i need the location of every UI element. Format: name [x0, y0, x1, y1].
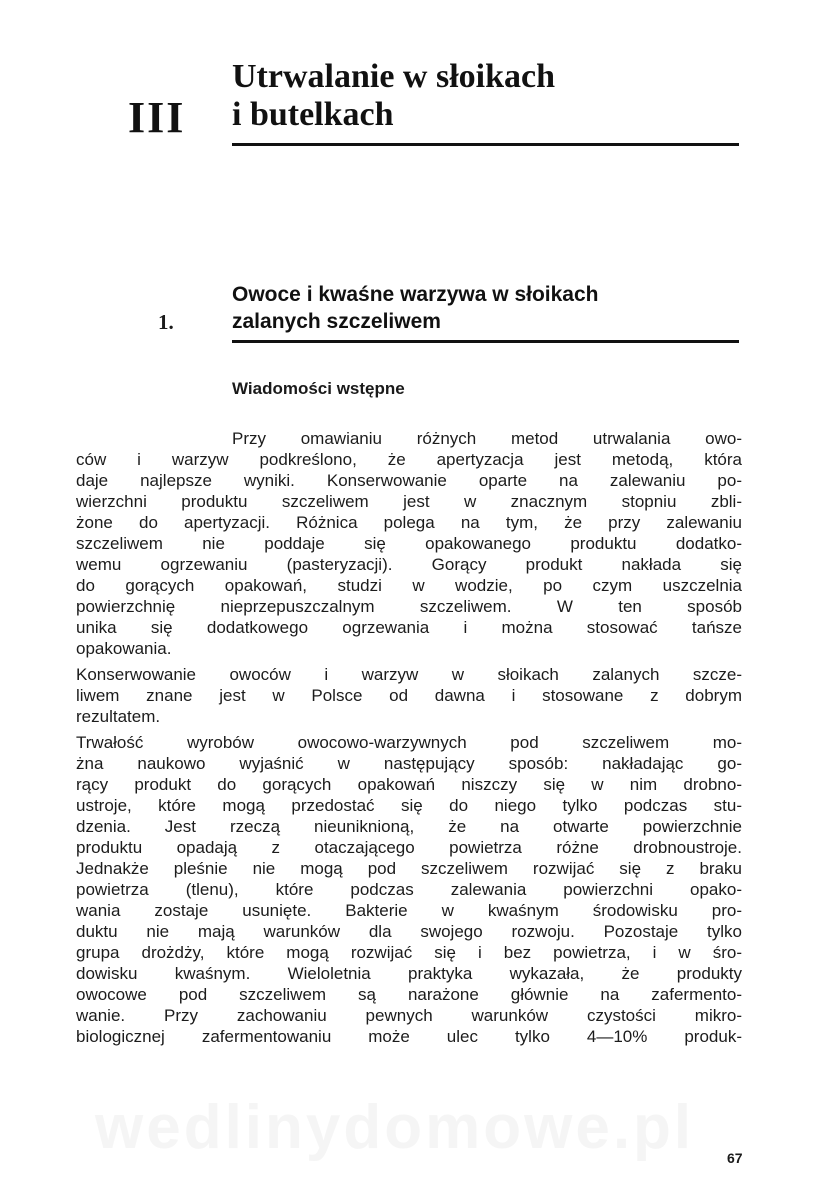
text-line: wania zostaje usunięte. Bakterie w kwaśnym środowisku pro-	[76, 901, 742, 920]
text-line: żna naukowo wyjaśnić w następujący sposób: nakładając go-	[76, 754, 742, 773]
text-line: Konserwowanie owoców i warzyw w słoikach zalanych szcze-	[76, 665, 742, 684]
paragraph	[76, 428, 742, 659]
text-line: ustroje, które mogą przedostać się do niego tylko podczas stu-	[76, 796, 742, 815]
text-line: wemu ogrzewaniu (pasteryzacji). Gorący produkt nakłada się	[76, 555, 742, 574]
section-number: 1.	[158, 310, 174, 334]
text-line: powietrza (tlenu), które podczas zalewania powierzchni opako-	[76, 880, 742, 899]
chapter-number: III	[128, 93, 186, 142]
text-line: Trwałość wyrobów owocowo-warzywnych pod szczeliwem mo-	[76, 733, 742, 752]
text-line: liwem znane jest w Polsce od dawna i stosowane z dobrym	[76, 686, 742, 705]
text-line: rący produkt do gorących opakowań niszczy się w nim drobno-	[76, 775, 742, 794]
paragraph	[76, 732, 742, 1047]
text-line: Jednakże pleśnie nie mogą pod szczeliwem rozwijać się z braku	[76, 859, 742, 878]
text-line: duktu nie mają warunków dla swojego rozwoju. Pozostaje tylko	[76, 922, 742, 941]
chapter-title-line: i butelkach	[232, 96, 394, 133]
body-text	[76, 428, 742, 1047]
text-line: opakowania.	[76, 639, 172, 658]
chapter-title-line: Utrwalanie w słoikach	[232, 58, 555, 95]
text-line: dowisku kwaśnym. Wieloletnia praktyka wykazała, że produkty	[76, 964, 742, 983]
text-line: grupa drożdży, które mogą rozwijać się i bez powietrza, i w śro-	[76, 943, 742, 962]
text-line: powierzchnię nieprzepuszczalnym szczeliwem. W ten sposób	[76, 597, 742, 616]
text-line: Przy omawianiu różnych metod utrwalania owo-	[232, 429, 742, 448]
text-line: szczeliwem nie poddaje się opakowanego produktu dodatko-	[76, 534, 742, 553]
section-title-line: Owoce i kwaśne warzywa w słoikach	[232, 283, 599, 306]
section-rule	[232, 340, 739, 343]
chapter-rule	[232, 143, 739, 146]
text-line: wierzchni produktu szczeliwem jest w znacznym stopniu zbli-	[76, 492, 742, 511]
text-line: daje najlepsze wyniki. Konserwowanie oparte na zalewaniu po-	[76, 471, 742, 490]
subsection-heading: Wiadomości wstępne	[232, 379, 405, 398]
text-line: unika się dodatkowego ogrzewania i można stosować tańsze	[76, 618, 742, 637]
text-line: dzenia. Jest rzeczą nieuniknioną, że na otwarte powierzchnie	[76, 817, 742, 836]
text-line: do gorących opakowań, studzi w wodzie, po czym uszczelnia	[76, 576, 742, 595]
watermark: wedlinydomowe.pl	[95, 1093, 695, 1162]
text-line: ców i warzyw podkreślono, że apertyzacja jest metodą, która	[76, 450, 742, 469]
text-line: żone do apertyzacji. Różnica polega na tym, że przy zalewaniu	[76, 513, 742, 532]
text-line: wanie. Przy zachowaniu pewnych warunków czystości mikro-	[76, 1006, 742, 1025]
section-title	[232, 281, 599, 335]
text-line: owocowe pod szczeliwem są narażone głównie na zafermento-	[76, 985, 742, 1004]
page-number: 67	[727, 1150, 743, 1166]
text-line: produktu opadają z otaczającego powietrza różne drobnoustroje.	[76, 838, 742, 857]
paragraph	[76, 664, 742, 727]
chapter-title	[232, 58, 555, 134]
section-title-line: zalanych szczeliwem	[232, 310, 441, 333]
text-line: rezultatem.	[76, 707, 161, 726]
text-line: biologicznej zafermentowaniu może ulec tylko 4—10% produk-	[76, 1027, 742, 1046]
